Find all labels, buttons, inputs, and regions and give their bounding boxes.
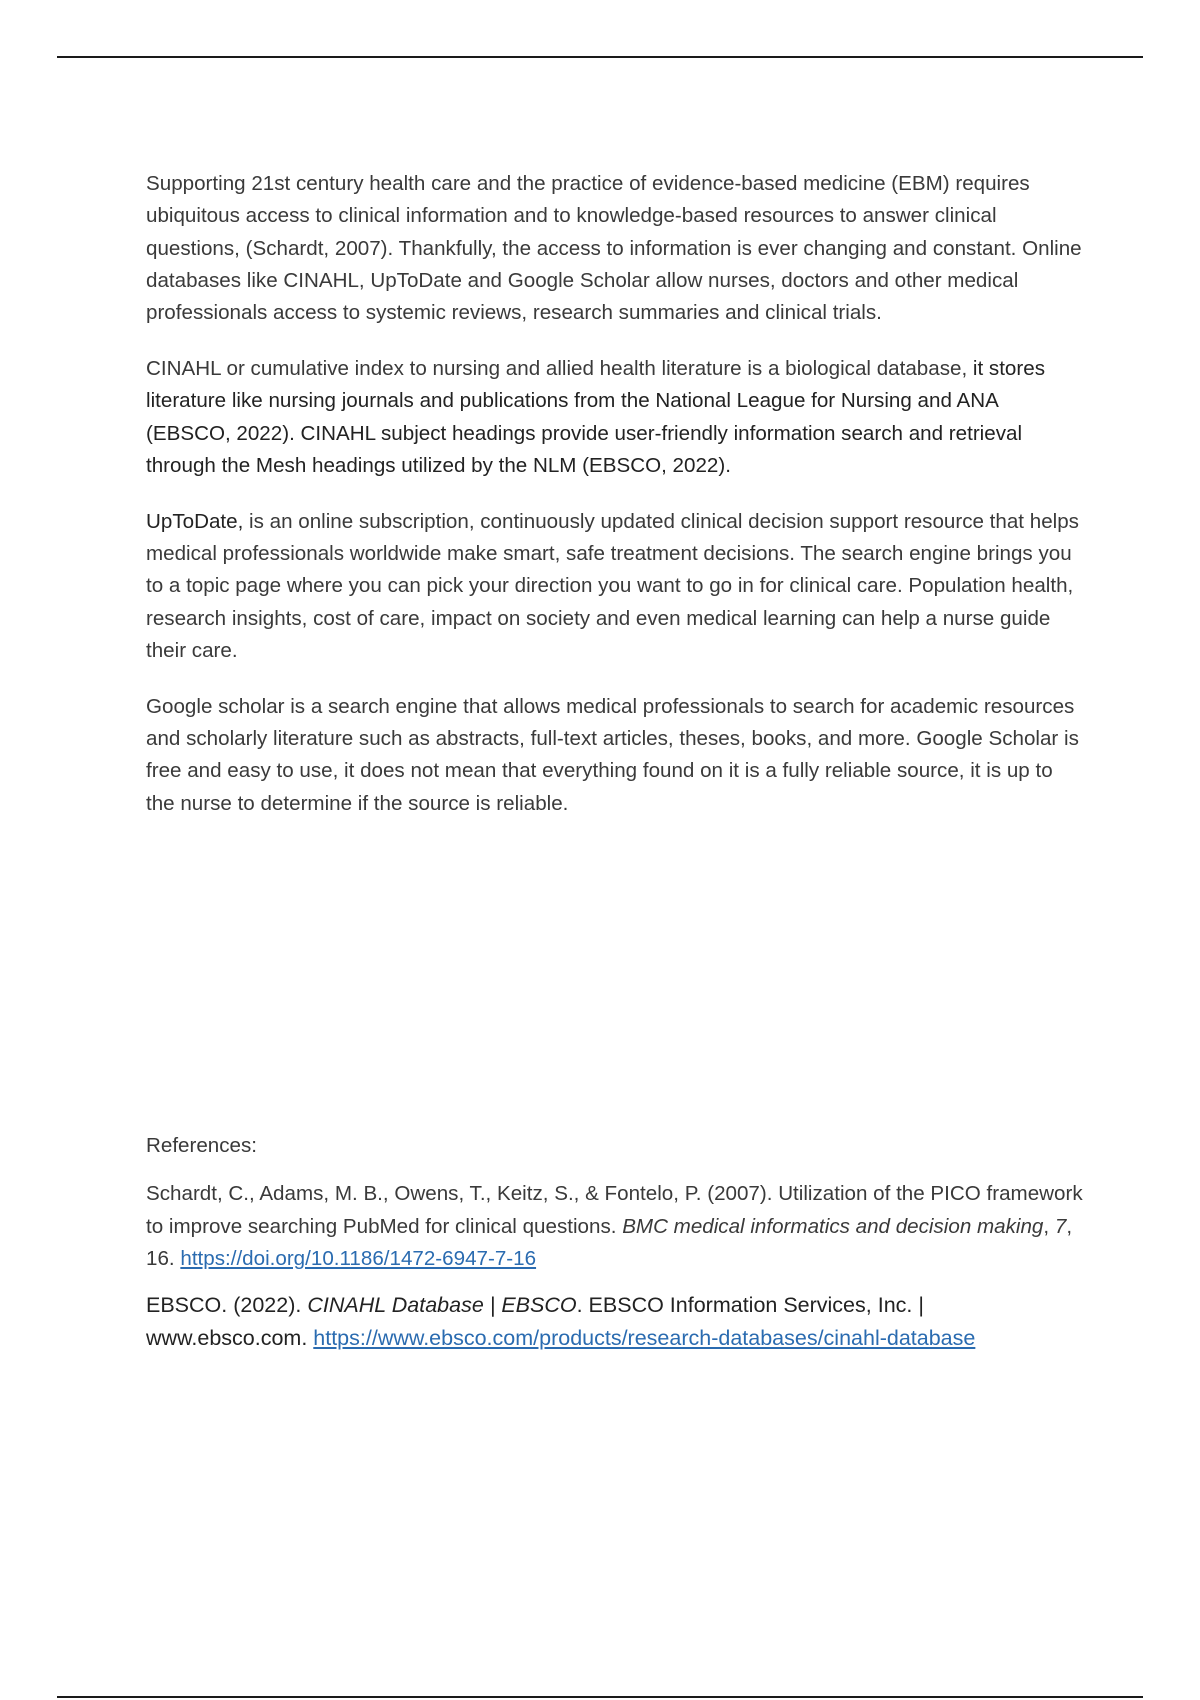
header-rule: [57, 56, 1143, 58]
references-heading: References:: [146, 1134, 258, 1157]
footer-rule: [57, 1696, 1143, 1698]
reference-ebsco-author-year: EBSCO. (2022).: [146, 1293, 308, 1318]
paragraph-cinahl: [146, 353, 1086, 482]
references-section: [146, 1130, 1086, 1369]
paragraph-google-scholar: Google scholar is a search engine that allows medical professionals to search for academic resources and scholarly literature such as abstracts, full-text articles, theses, books, and more. Google Scholar is free and easy to use, it does not mean that everything found on it is a fully reliable source, it is up to the nurse to determine if the source is reliable.: [146, 694, 1079, 815]
paragraph-cinahl-part1: CINAHL or cumulative index to nursing and allied health literature is a biological database,: [146, 356, 973, 380]
reference-schardt-sep: ,: [1043, 1214, 1055, 1238]
reference-ebsco-publisher: . EBSCO Information Services, Inc. | www.ebsco.com.: [146, 1293, 924, 1351]
paragraph-cinahl-part2: it stores literature like nursing journals and publications from the National League for Nursing and ANA (EBSCO, 2022). CINAHL subject headings provide user-friendly information search and retrieval through the Mesh headings utilized by the NLM (EBSCO, 2022).: [146, 356, 1045, 477]
reference-schardt-doi-link[interactable]: https://doi.org/10.1186/1472-6947-7-16: [180, 1246, 537, 1270]
paragraph-uptodate: [146, 506, 1086, 667]
reference-schardt-volume: 7: [1054, 1214, 1067, 1238]
reference-ebsco-title: CINAHL Database | EBSCO: [307, 1293, 577, 1318]
reference-schardt-text: Schardt, C., Adams, M. B., Owens, T., Keitz, S., & Fontelo, P. (2007). Utilization of the PICO framework to improve searching PubMed for clinical questions.: [146, 1182, 1083, 1238]
document-body: [146, 168, 1086, 843]
paragraph-uptodate-name: UpToDate,: [146, 509, 244, 533]
reference-schardt: [146, 1178, 1086, 1275]
reference-schardt-pages: , 16.: [146, 1214, 1073, 1270]
reference-ebsco-link[interactable]: https://www.ebsco.com/products/research-databases/cinahl-database: [313, 1326, 976, 1351]
reference-schardt-journal: BMC medical informatics and decision making: [622, 1214, 1044, 1238]
paragraph-uptodate-body: is an online subscription, continuously updated clinical decision support resource that helps medical professionals worldwide make smart, safe treatment decisions. The search engine brings you to a topic page where you can pick your direction you want to go in for clinical care. Population health, research insights, cost of care, impact on society and even medical learning can help a nurse guide their care.: [146, 509, 1079, 662]
paragraph-ebm-intro: Supporting 21st century health care and the practice of evidence-based medicine (EBM) requires ubiquitous access to clinical information and to knowledge-based resources to answer clinical questions, (Schardt, 2007). Thankfully, the access to information is ever changing and constant. Online databases like CINAHL, UpToDate and Google Scholar allow nurses, doctors and other medical professionals access to systemic reviews, research summaries and clinical trials.: [146, 172, 1082, 325]
reference-ebsco: [146, 1289, 1086, 1355]
